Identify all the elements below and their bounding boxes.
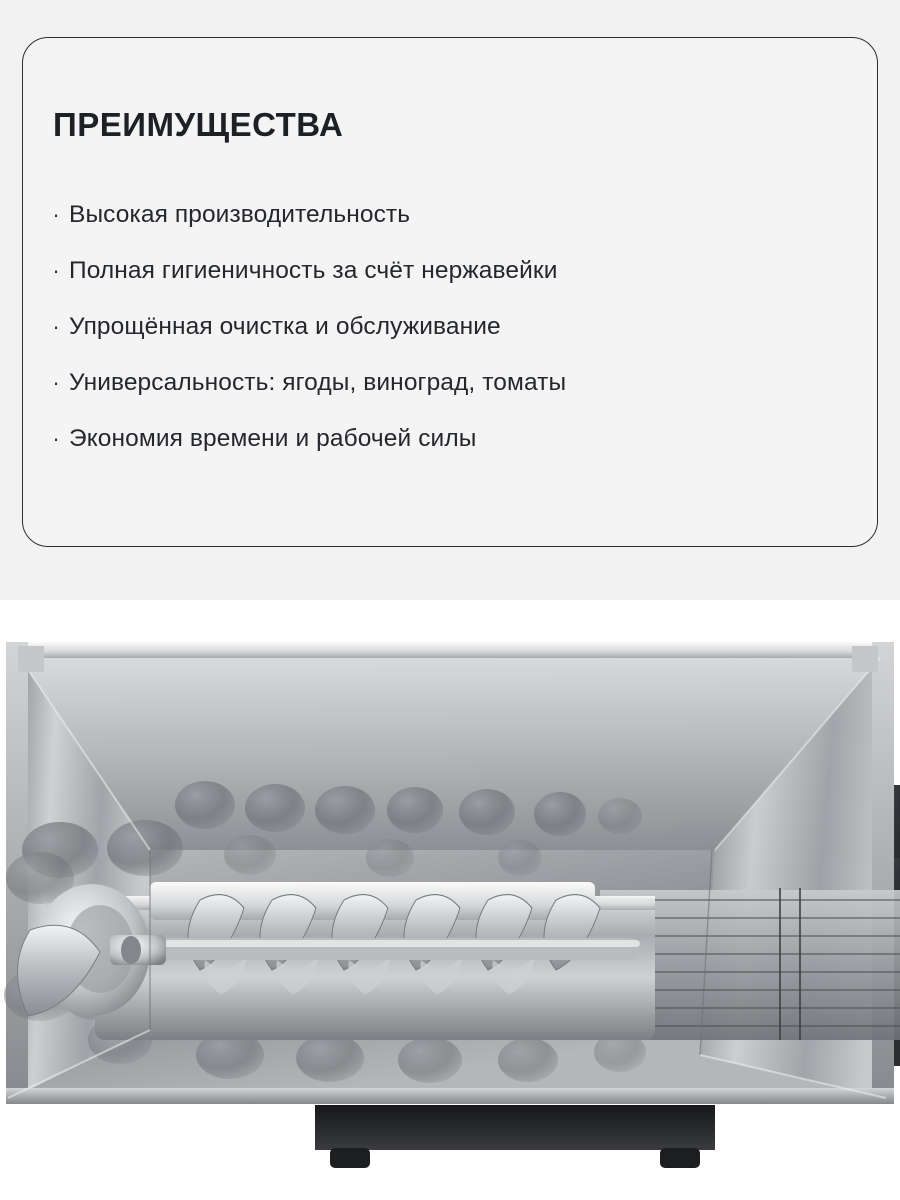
- bullet-dot-icon: ·: [52, 314, 60, 339]
- list-item-label: Экономия времени и рабочей силы: [69, 425, 477, 452]
- list-item: [43, 422, 853, 456]
- list-item: [43, 310, 853, 344]
- bullet-dot-icon: ·: [52, 202, 60, 227]
- bullet-dot-icon: ·: [52, 258, 60, 283]
- product-photo: [0, 600, 900, 1200]
- list-item: [43, 198, 853, 232]
- list-item: [43, 366, 853, 400]
- list-item-label: Полная гигиеничность за счёт нержавейки: [69, 257, 558, 284]
- advantages-card: [22, 37, 878, 547]
- advantages-list: [43, 198, 853, 478]
- list-item-label: Универсальность: ягоды, виноград, томаты: [69, 369, 567, 396]
- bullet-dot-icon: ·: [52, 426, 60, 451]
- bullet-dot-icon: ·: [52, 370, 60, 395]
- list-item: [43, 254, 853, 288]
- list-item-label: Высокая производительность: [69, 201, 411, 228]
- list-item-label: Упрощённая очистка и обслуживание: [69, 313, 501, 340]
- page-title: ПРЕИМУЩЕСТВА: [53, 106, 344, 144]
